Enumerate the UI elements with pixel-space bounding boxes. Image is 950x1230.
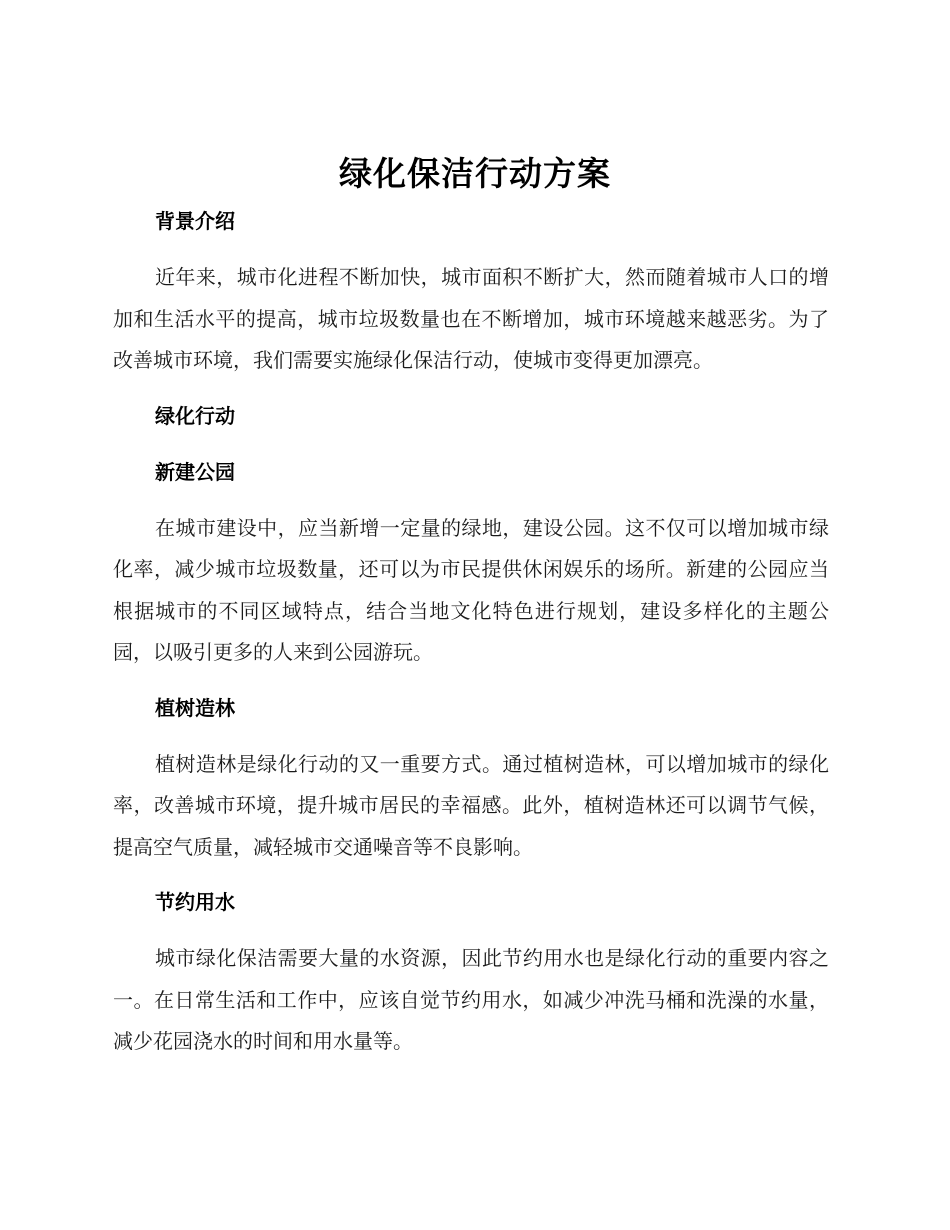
paragraph-new-parks: 在城市建设中，应当新增一定量的绿地，建设公园。这不仅可以增加城市绿化率，减少城市垃圾数量，还可以为市民提供休闲娱乐的场所。新建的公园应当根据城市的不同区域特点，结合当地文化特色进行规划，建设多样化的主题公园，以吸引更多的人来到公园游玩。 bbox=[113, 515, 829, 664]
paragraph-water-saving: 城市绿化保洁需要大量的水资源，因此节约用水也是绿化行动的重要内容之一。在日常生活和工作中，应该自觉节约用水，如减少冲洗马桶和洗澡的水量，减少花园浇水的时间和用水量等。 bbox=[113, 946, 829, 1053]
section-heading-new-parks: 新建公园 bbox=[155, 459, 235, 484]
paragraph-tree-planting: 植树造林是绿化行动的又一重要方式。通过植树造林，可以增加城市的绿化率，改善城市环境，提升城市居民的幸福感。此外，植树造林还可以调节气候，提高空气质量，减轻城市交通噪音等不良影响。 bbox=[113, 751, 829, 859]
paragraph-background: 近年来，城市化进程不断加快，城市面积不断扩大，然而随着城市人口的增加和生活水平的提高，城市垃圾数量也在不断增加，城市环境越来越恶劣。为了改善城市环境，我们需要实施绿化保洁行动，使城市变得更加漂亮。 bbox=[113, 265, 829, 372]
section-heading-greening: 绿化行动 bbox=[155, 403, 235, 428]
section-heading-water-saving: 节约用水 bbox=[155, 890, 235, 914]
document-title: 绿化保洁行动方案 bbox=[339, 154, 611, 193]
section-heading-tree-planting: 植树造林 bbox=[155, 695, 235, 720]
section-heading-background: 背景介绍 bbox=[155, 209, 235, 233]
document-body bbox=[113, 203, 829, 1063]
